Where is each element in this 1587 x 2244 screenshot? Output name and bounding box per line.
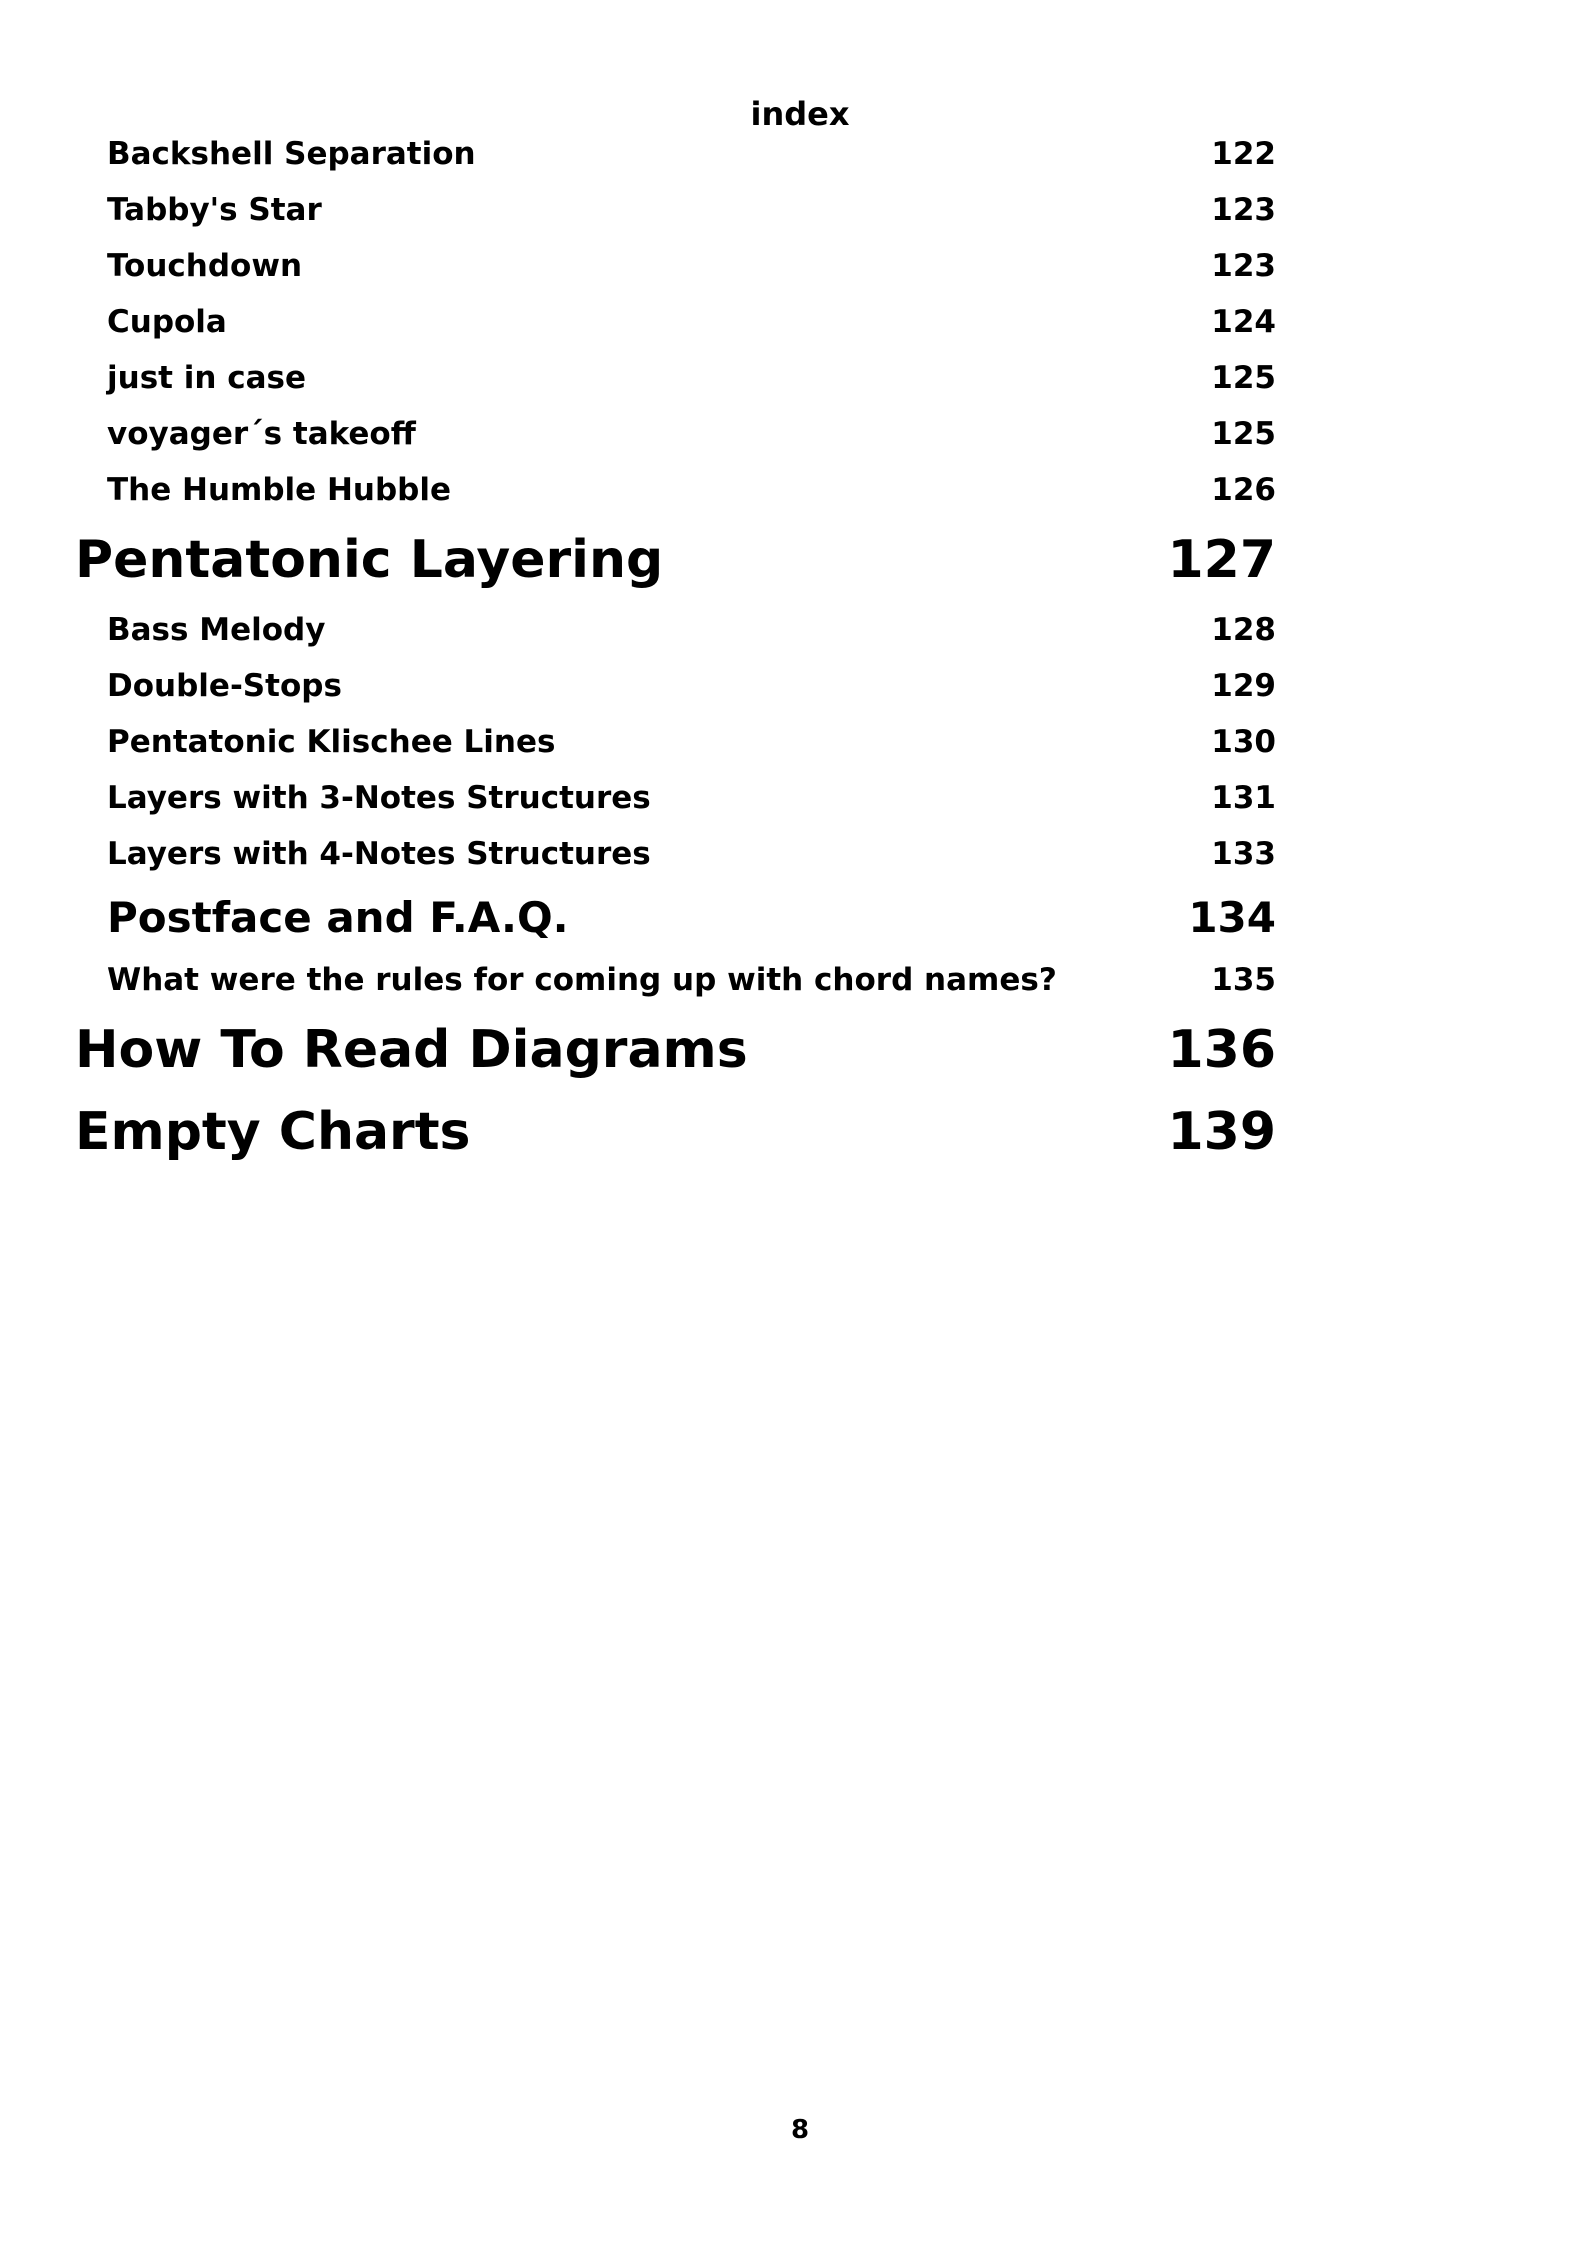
toc-entry <box>107 778 1276 818</box>
toc-section-page: 134 <box>1188 893 1276 942</box>
toc-entry <box>107 302 1276 342</box>
toc-entry <box>107 722 1276 762</box>
toc-entry-page: 123 <box>1211 248 1276 284</box>
toc-section-title: How To Read Diagrams <box>75 1020 748 1080</box>
toc-entry <box>107 246 1276 286</box>
toc-entry <box>107 414 1276 454</box>
toc-entry-title: Layers with 4-Notes Structures <box>107 836 651 872</box>
toc-section <box>75 528 1276 592</box>
toc-entry-page: 131 <box>1211 780 1276 816</box>
toc-entry-page: 123 <box>1211 192 1276 228</box>
toc-section <box>75 1018 1276 1082</box>
toc-entry-title: Backshell Separation <box>107 136 476 172</box>
toc-entry-title: Bass Melody <box>107 612 326 648</box>
toc-section-title: Pentatonic Layering <box>75 530 664 590</box>
toc-section-title: Empty Charts <box>75 1102 471 1162</box>
toc-entry-title: Layers with 3-Notes Structures <box>107 780 651 816</box>
toc-entry <box>107 960 1276 1000</box>
toc-entry <box>107 610 1276 650</box>
toc-entry-page: 125 <box>1211 416 1276 452</box>
toc-entry <box>107 134 1276 174</box>
toc-entry-title: What were the rules for coming up with chord names? <box>107 962 1057 998</box>
toc-entry-page: 122 <box>1211 136 1276 172</box>
toc-section-page: 127 <box>1167 530 1276 590</box>
page-header: index <box>750 95 850 133</box>
toc-entry-page: 128 <box>1211 612 1276 648</box>
toc-entry-page: 124 <box>1211 304 1276 340</box>
toc-entry-title: Cupola <box>107 304 227 340</box>
toc-entry-page: 126 <box>1211 472 1276 508</box>
toc-entry-page: 133 <box>1211 836 1276 872</box>
toc-entry <box>107 666 1276 706</box>
toc-entry <box>107 358 1276 398</box>
toc-entry <box>107 190 1276 230</box>
toc-section-page: 136 <box>1167 1020 1276 1080</box>
toc-entry <box>107 470 1276 510</box>
toc-entry-title: Double-Stops <box>107 668 342 704</box>
toc-entry-title: Touchdown <box>107 248 303 284</box>
toc-entry-title: just in case <box>107 360 307 396</box>
toc-entry-title: Tabby's Star <box>107 192 322 228</box>
toc-entry-title: Pentatonic Klischee Lines <box>107 724 556 760</box>
toc-entry <box>107 834 1276 874</box>
toc-entry-title: The Humble Hubble <box>107 472 452 508</box>
toc-section-title: Postface and F.A.Q. <box>107 893 569 942</box>
page-number: 8 <box>790 2115 810 2145</box>
toc-section <box>75 1100 1276 1164</box>
toc-section-page: 139 <box>1167 1102 1276 1162</box>
toc-entry-page: 129 <box>1211 668 1276 704</box>
toc-entry-title: voyager´s takeoff <box>107 416 416 452</box>
toc-section <box>107 892 1276 944</box>
toc-entry-page: 135 <box>1211 962 1276 998</box>
toc-entry-page: 130 <box>1211 724 1276 760</box>
toc-entry-page: 125 <box>1211 360 1276 396</box>
